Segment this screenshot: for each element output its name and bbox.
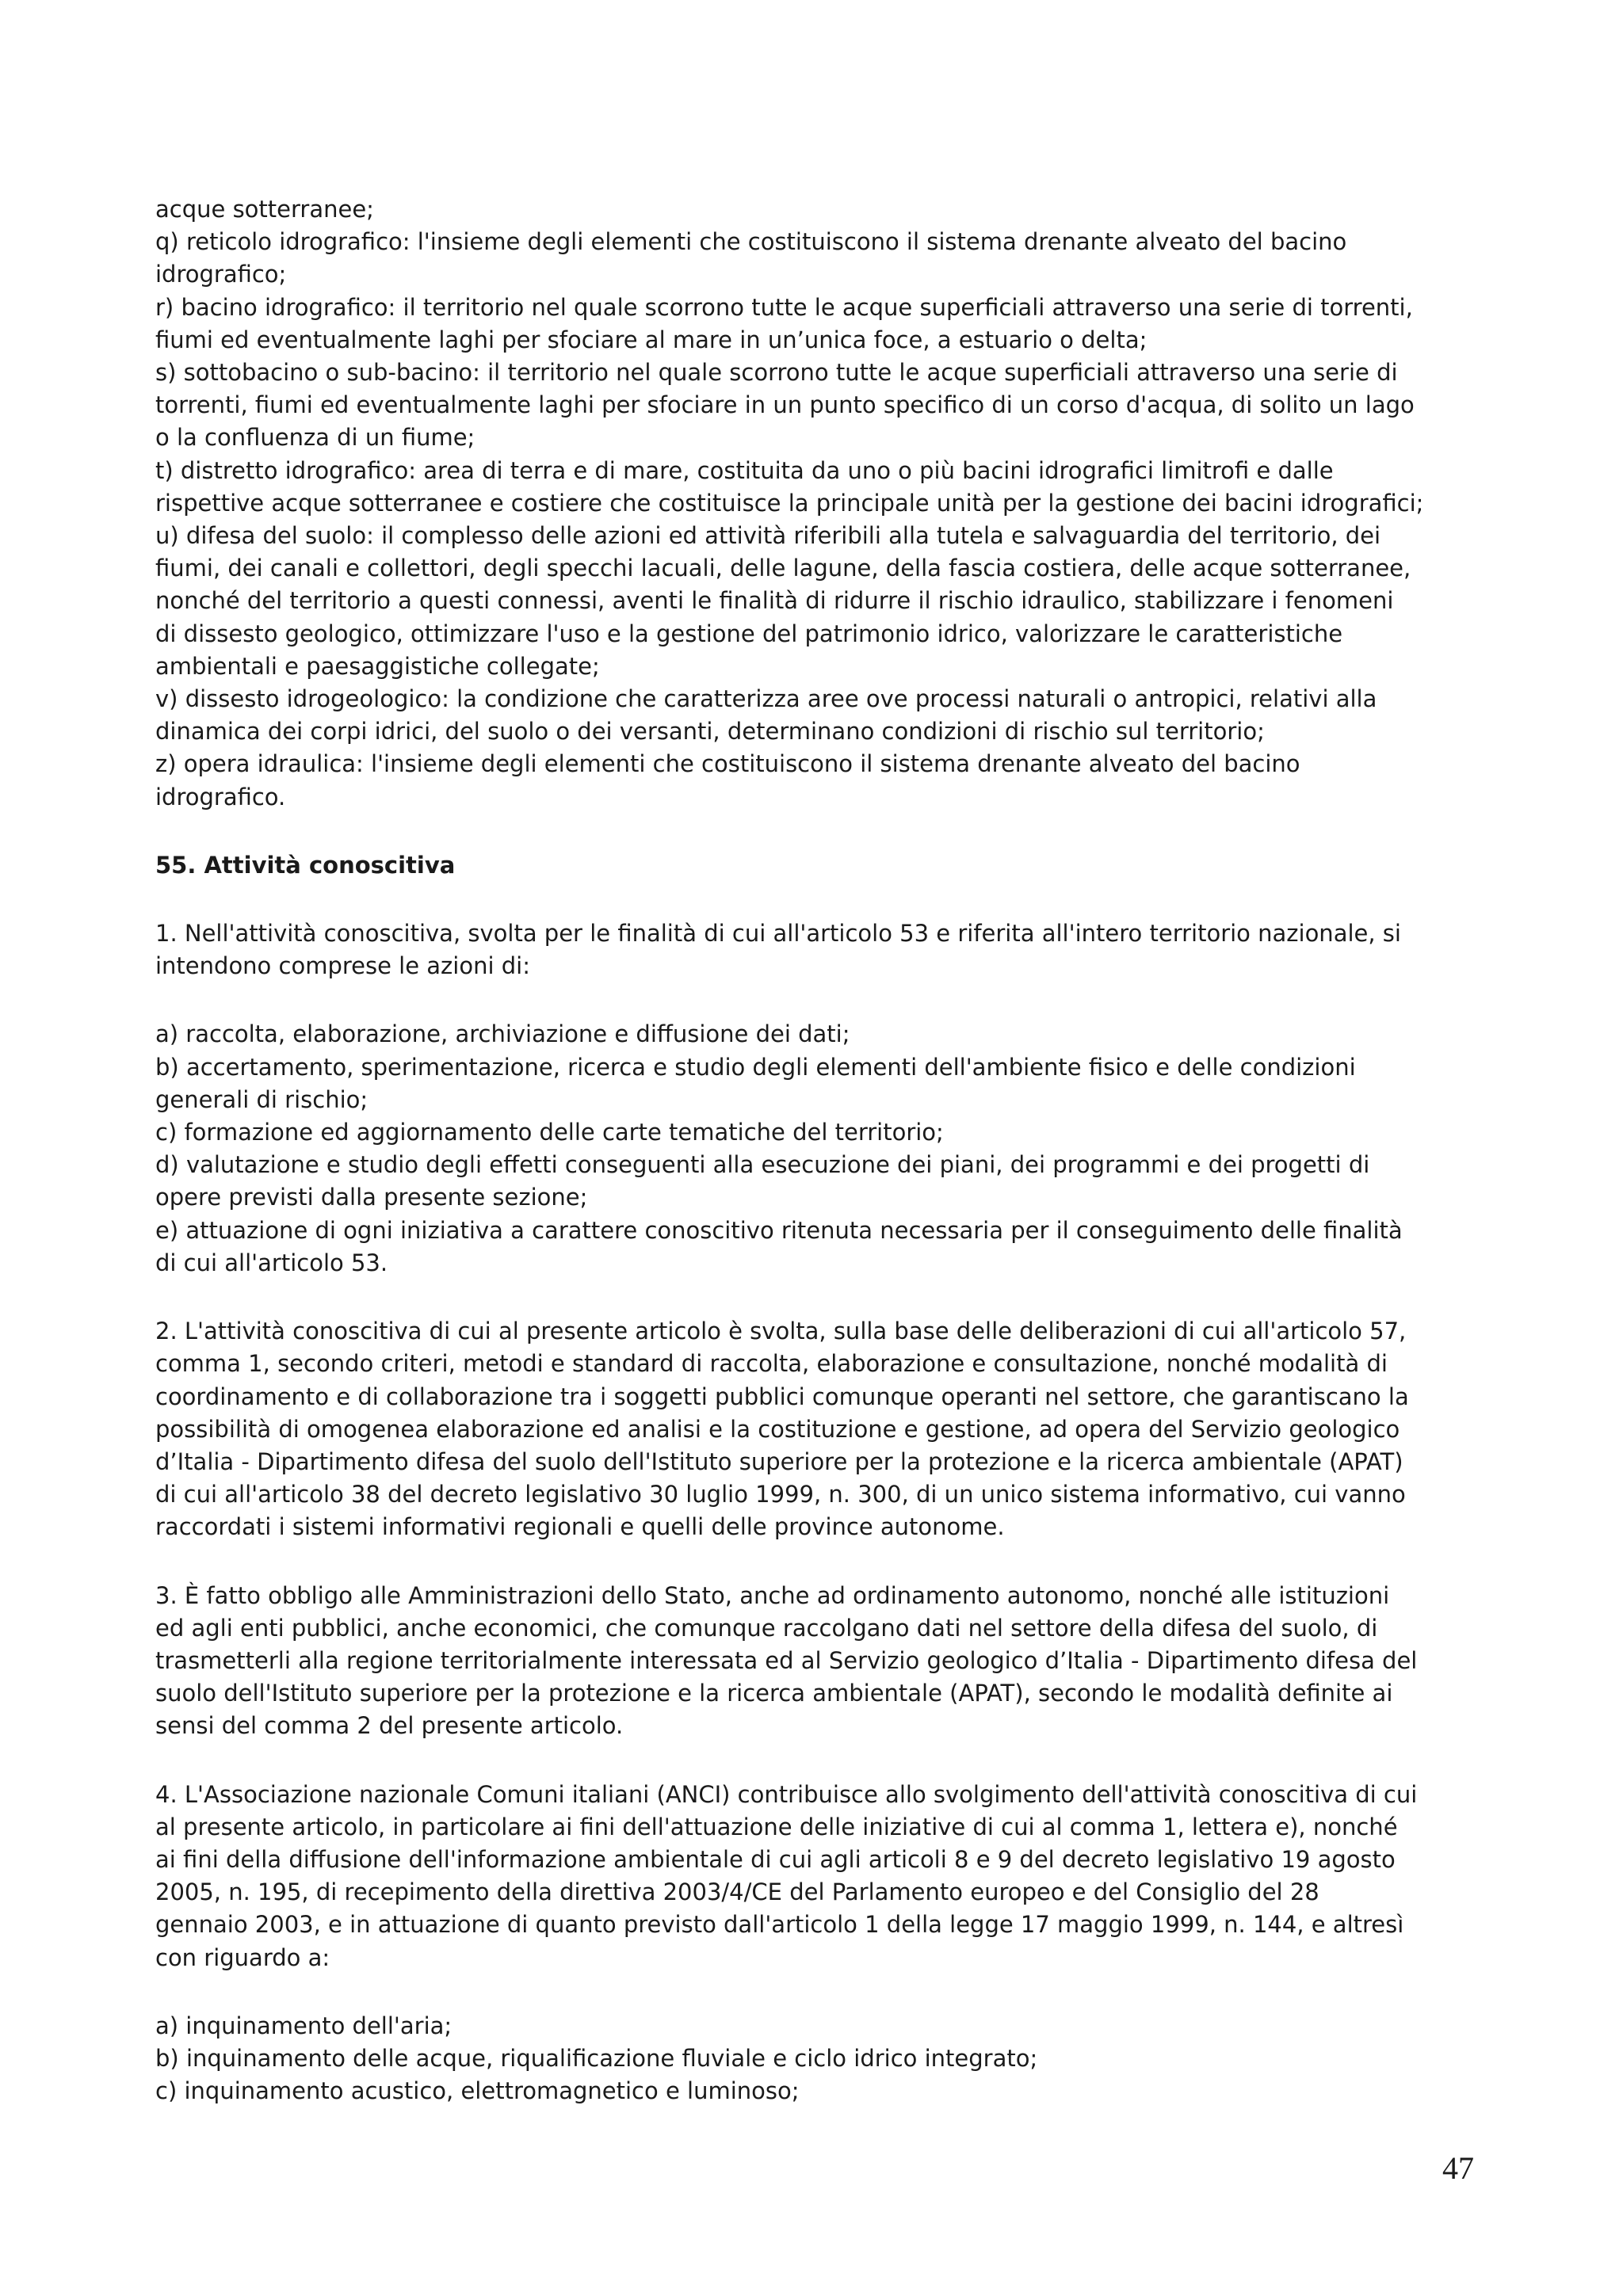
text-line: torrenti, fiumi ed eventualmente laghi per sfociare in un punto specifico di un corso d'acqua, di solito un lago <box>155 391 1415 419</box>
text-line: d’Italia - Dipartimento difesa del suolo dell'Istituto superiore per la protezione e la ricerca ambientale (APAT) <box>155 1447 1403 1475</box>
text-line: dinamica dei corpi idrici, del suolo o dei versanti, determinano condizioni di rischio sul territorio; <box>155 718 1265 746</box>
text-line: possibilità di omogenea elaborazione ed analisi e la costituzione e gestione, ad opera del Servizio geologico <box>155 1415 1400 1443</box>
text-line: intendono comprese le azioni di: <box>155 952 530 980</box>
paragraph-2 <box>155 1315 1487 1543</box>
text-line: ed agli enti pubblici, anche economici, che comunque raccolgano dati nel settore della difesa del suolo, di <box>155 1614 1378 1642</box>
text-line: ambientali e paesaggistiche collegate; <box>155 652 600 680</box>
text-line: gennaio 2003, e in attuazione di quanto previsto dall'articolo 1 della legge 17 maggio 1999, n. 144, e altresì <box>155 1911 1404 1939</box>
list-item: a) inquinamento dell'aria; <box>155 2012 453 2039</box>
text-line: con riguardo a: <box>155 1943 330 1971</box>
list-1 <box>155 1018 1487 1280</box>
text-line: u) difesa del suolo: il complesso delle azioni ed attività riferibili alla tutela e salvaguardia del territorio, dei <box>155 522 1381 550</box>
list-item: di cui all'articolo 53. <box>155 1249 388 1276</box>
text-line: idrografico; <box>155 261 287 288</box>
text-line: v) dissesto idrogeologico: la condizione che caratterizza aree ove processi naturali o antropici, relativi alla <box>155 685 1377 713</box>
paragraph-3 <box>155 1580 1487 1743</box>
paragraph-gap <box>155 1974 1487 2010</box>
list-item: b) accertamento, sperimentazione, ricerca e studio degli elementi dell'ambiente fisico e delle condizioni <box>155 1053 1356 1081</box>
paragraph-gap <box>155 1280 1487 1315</box>
text-line: comma 1, secondo criteri, metodi e standard di raccolta, elaborazione e consultazione, nonché modalità di <box>155 1350 1388 1378</box>
page-number: 47 <box>1442 2150 1474 2186</box>
list-2 <box>155 2010 1487 2108</box>
text-line: z) opera idraulica: l'insieme degli elementi che costituiscono il sistema drenante alveato del bacino <box>155 750 1300 778</box>
paragraph-gap <box>155 1743 1487 1779</box>
list-item: c) inquinamento acustico, elettromagnetico e luminoso; <box>155 2077 800 2105</box>
text-line: idrografico. <box>155 783 286 810</box>
text-line: trasmetterli alla regione territorialmente interessata ed al Servizio geologico d’Italia - Dipartimento difesa del <box>155 1646 1418 1674</box>
document-page <box>155 193 1487 2107</box>
text-line: 3. È fatto obbligo alle Amministrazioni dello Stato, anche ad ordinamento autonomo, nonché alle istituzioni <box>155 1581 1390 1609</box>
paragraph-gap <box>155 882 1487 917</box>
list-item: generali di rischio; <box>155 1085 369 1113</box>
text-line: raccordati i sistemi informativi regionali e quelli delle province autonome. <box>155 1513 1005 1541</box>
text-line: sensi del comma 2 del presente articolo. <box>155 1712 624 1740</box>
text-line: t) distretto idrografico: area di terra e di mare, costituita da uno o più bacini idrografici limitrofi e dalle <box>155 456 1334 484</box>
text-line: acque sotterranee; <box>155 196 374 223</box>
list-item: e) attuazione di ogni iniziativa a carattere conoscitivo ritenuta necessaria per il conseguimento delle finalità <box>155 1216 1403 1244</box>
text-line: nonché del territorio a questi connessi, aventi le finalità di ridurre il rischio idraulico, stabilizzare i fenomeni <box>155 587 1394 615</box>
list-item: opere previsti dalla presente sezione; <box>155 1184 588 1211</box>
list-item: b) inquinamento delle acque, riqualificazione fluviale e ciclo idrico integrato; <box>155 2044 1038 2072</box>
text-line: r) bacino idrografico: il territorio nel quale scorrono tutte le acque superficiali attraverso una serie di torrenti, <box>155 293 1413 321</box>
text-line: di dissesto geologico, ottimizzare l'uso e la gestione del patrimonio idrico, valorizzare le caratteristiche <box>155 620 1343 647</box>
text-line: s) sottobacino o sub-bacino: il territorio nel quale scorrono tutte le acque superficiali attraverso una serie di <box>155 359 1398 387</box>
text-line: o la confluenza di un fiume; <box>155 424 475 452</box>
text-line: rispettive acque sotterranee e costiere che costituisce la principale unità per la gestione dei bacini idrografici; <box>155 489 1424 517</box>
list-item: d) valutazione e studio degli effetti conseguenti alla esecuzione dei piani, dei programmi e dei progetti di <box>155 1151 1370 1179</box>
text-line: di cui all'articolo 38 del decreto legislativo 30 luglio 1999, n. 300, di un unico sistema informativo, cui vanno <box>155 1481 1406 1508</box>
definitions-block <box>155 193 1487 814</box>
section-heading: 55. Attività conoscitiva <box>155 851 456 879</box>
text-line: q) reticolo idrografico: l'insieme degli elementi che costituiscono il sistema drenante alveato del bacino <box>155 228 1347 256</box>
list-item: a) raccolta, elaborazione, archiviazione e diffusione dei dati; <box>155 1020 850 1048</box>
text-line: suolo dell'Istituto superiore per la protezione e la ricerca ambientale (APAT), secondo le modalità definite ai <box>155 1680 1393 1707</box>
text-line: ai fini della diffusione dell'informazione ambientale di cui agli articoli 8 e 9 del decreto legislativo 19 agosto <box>155 1845 1396 1873</box>
paragraph-1 <box>155 917 1487 982</box>
text-line: al presente articolo, in particolare ai fini dell'attuazione delle iniziative di cui al comma 1, lettera e), nonché <box>155 1813 1398 1840</box>
text-line: 2. L'attività conoscitiva di cui al presente articolo è svolta, sulla base delle deliberazioni di cui all'articolo 57, <box>155 1318 1407 1345</box>
text-line: 1. Nell'attività conoscitiva, svolta per le finalità di cui all'articolo 53 e riferita all'intero territorio nazionale, si <box>155 920 1401 948</box>
list-item: c) formazione ed aggiornamento delle carte tematiche del territorio; <box>155 1119 944 1146</box>
text-line: 2005, n. 195, di recepimento della direttiva 2003/4/CE del Parlamento europeo e del Consiglio del 28 <box>155 1878 1319 1906</box>
text-line: fiumi, dei canali e collettori, degli specchi lacuali, delle lagune, della fascia costiera, delle acque sotterranee, <box>155 555 1411 582</box>
paragraph-gap <box>155 1544 1487 1580</box>
paragraph-4 <box>155 1779 1487 1974</box>
text-line: coordinamento e di collaborazione tra i soggetti pubblici comunque operanti nel settore, che garantiscano la <box>155 1383 1409 1410</box>
paragraph-gap <box>155 814 1487 849</box>
text-line: 4. L'Associazione nazionale Comuni italiani (ANCI) contribuisce allo svolgimento dell'attività conoscitiva di cui <box>155 1780 1418 1808</box>
paragraph-gap <box>155 982 1487 1018</box>
text-line: fiumi ed eventualmente laghi per sfociare al mare in un’unica foce, a estuario o delta; <box>155 326 1148 353</box>
